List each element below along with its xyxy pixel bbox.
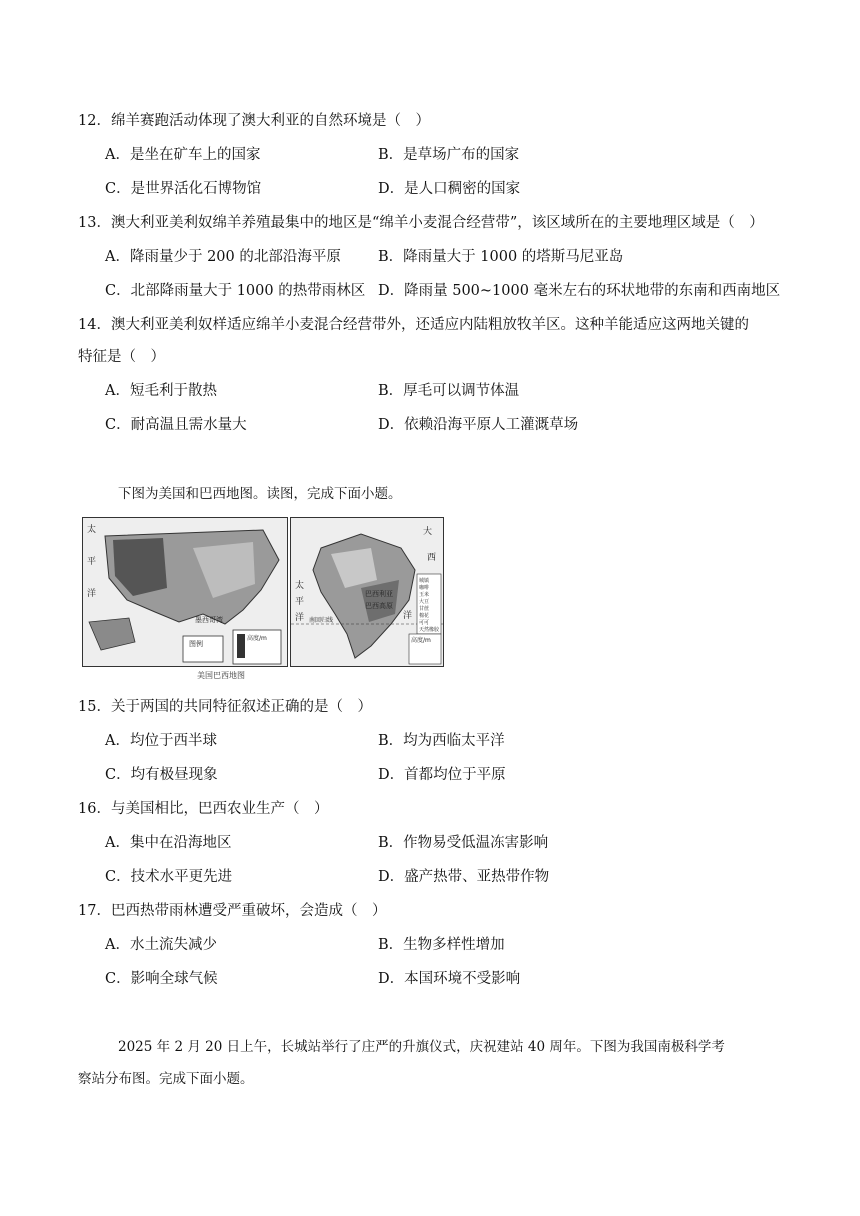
q13-option-a[interactable]: A．降雨量少于 200 的北部沿海平原: [105, 249, 341, 265]
question-12-stem: 12．绵羊赛跑活动体现了澳大利亚的自然环境是（ ）: [78, 113, 430, 129]
question-13-stem: 13．澳大利亚美利奴绵羊养殖最集中的地区是“绵羊小麦混合经营带”，该区域所在的主要地理区域是（ ）: [78, 215, 764, 231]
usa-legend-title: 图例: [189, 640, 203, 648]
usa-label-ping: 平: [87, 557, 97, 567]
q12-option-d[interactable]: D．是人口稠密的国家: [378, 181, 521, 197]
question-14-stem-line2: 特征是（ ）: [78, 349, 165, 365]
brazil-label-da: 大: [423, 527, 433, 537]
usa-label-tai: 太: [87, 525, 97, 535]
brazil-label-yang: 洋: [403, 611, 413, 621]
brazil-legend-sugarcane: 甘蔗: [419, 606, 430, 612]
usa-label-yang: 洋: [87, 589, 97, 599]
usa-map: [82, 517, 288, 667]
usa-brazil-map-figure: [82, 517, 482, 667]
brazil-map: [290, 517, 444, 667]
q16-option-a[interactable]: A．集中在沿海地区: [105, 835, 232, 851]
q16-option-c[interactable]: C．技术水平更先进: [105, 869, 233, 885]
q12-option-b[interactable]: B．是草场广布的国家: [378, 147, 520, 163]
question-15-stem: 15．关于两国的共同特征叙述正确的是（ ）: [78, 699, 372, 715]
q13-option-d[interactable]: D．降雨量 500~1000 毫米左右的环状地带的东南和西南地区: [378, 283, 781, 299]
brazil-legend-coffee: 咖啡: [419, 585, 430, 591]
brazil-label-ping: 平: [295, 597, 305, 607]
q12-option-a[interactable]: A．是坐在矿车上的国家: [105, 147, 261, 163]
brazil-legend-soybean: 大豆: [419, 599, 430, 605]
q15-option-c[interactable]: C．均有极昼现象: [105, 767, 218, 783]
brazil-label-tai: 太: [295, 581, 305, 591]
q17-option-d[interactable]: D．本国环境不受影响: [378, 971, 521, 987]
q17-option-c[interactable]: C．影响全球气候: [105, 971, 218, 987]
usa-label-gulf: 墨西哥湾: [195, 616, 223, 624]
q14-option-a[interactable]: A．短毛利于散热: [105, 383, 217, 399]
brazil-label-plateau: 巴西高原: [365, 602, 393, 610]
q15-option-a[interactable]: A．均位于西半球: [105, 733, 217, 749]
brazil-label-tropic: 南回归线: [309, 617, 334, 624]
brazil-label-yang-west: 洋: [295, 613, 305, 623]
brazil-label-xi: 西: [427, 553, 437, 563]
brazil-elevation-title: 高度/m: [411, 637, 431, 644]
usa-elevation-title: 高度/m: [247, 635, 267, 642]
question-16-stem: 16．与美国相比，巴西农业生产（ ）: [78, 801, 329, 817]
q14-option-b[interactable]: B．厚毛可以调节体温: [378, 383, 520, 399]
q14-option-c[interactable]: C．耐高温且需水量大: [105, 417, 247, 433]
figure-caption: 美国巴西地图: [197, 671, 245, 680]
brazil-legend-cocoa: 可可: [419, 620, 430, 626]
q14-option-d[interactable]: D．依赖沿海平原人工灌溉草场: [378, 417, 579, 433]
question-14-stem-line1: 14．澳大利亚美利奴样适应绵羊小麦混合经营带外，还适应内陆粗放牧羊区。这种羊能适应这两地关键的: [78, 317, 749, 333]
q17-option-a[interactable]: A．水土流失减少: [105, 937, 217, 953]
brazil-legend-corn: 玉米: [419, 592, 430, 598]
section-intro-usa-brazil: 下图为美国和巴西地图。读图，完成下面小题。: [118, 486, 402, 502]
brazil-legend-cotton: 棉花: [419, 613, 430, 619]
question-17-stem: 17．巴西热带雨林遭受严重破坏，会造成（ ）: [78, 903, 387, 919]
section-intro-antarctica-line1: 2025 年 2 月 20 日上午，长城站举行了庄严的升旗仪式，庆祝建站 40 周年。下图为我国南极科学考: [118, 1039, 725, 1055]
brazil-label-brasilia: 巴西利亚: [365, 590, 393, 598]
q13-option-c[interactable]: C．北部降雨量大于 1000 的热带雨林区: [105, 283, 366, 299]
brazil-legend-town: 城镇: [419, 578, 430, 584]
q16-option-d[interactable]: D．盛产热带、亚热带作物: [378, 869, 550, 885]
q17-option-b[interactable]: B．生物多样性增加: [378, 937, 505, 953]
brazil-legend-rubber: 天然橡胶: [419, 627, 440, 633]
q15-option-b[interactable]: B．均为西临太平洋: [378, 733, 505, 749]
q12-option-c[interactable]: C．是世界活化石博物馆: [105, 181, 262, 197]
q15-option-d[interactable]: D．首都均位于平原: [378, 767, 506, 783]
section-intro-antarctica-line2: 察站分布图。完成下面小题。: [78, 1071, 254, 1087]
q16-option-b[interactable]: B．作物易受低温冻害影响: [378, 835, 549, 851]
q13-option-b[interactable]: B．降雨量大于 1000 的塔斯马尼亚岛: [378, 249, 624, 265]
